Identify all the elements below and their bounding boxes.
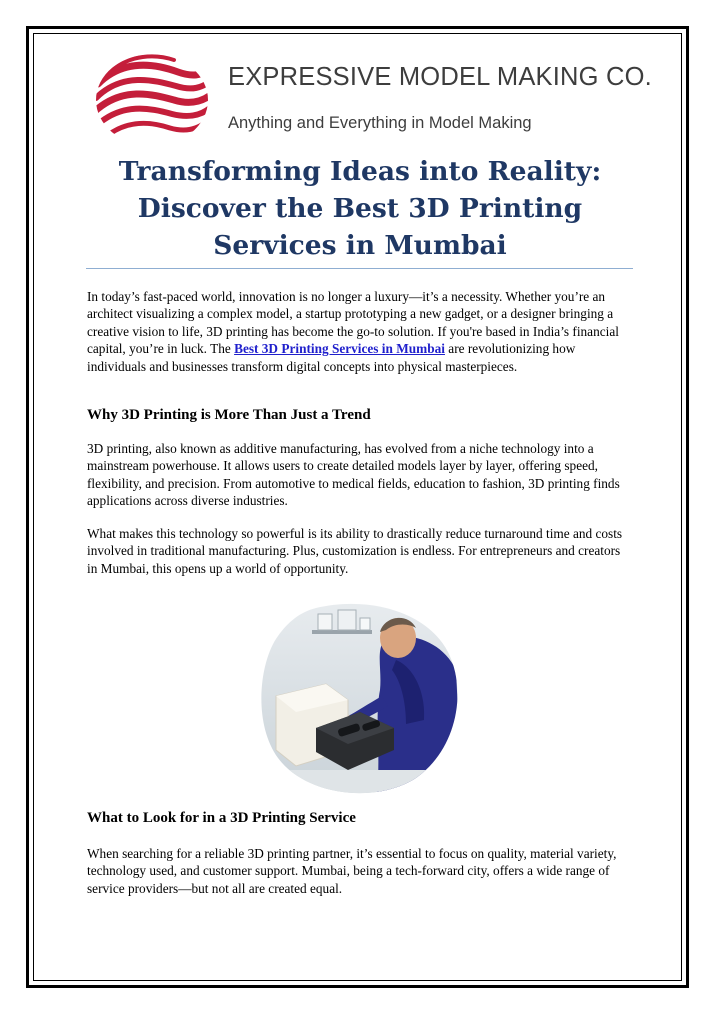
look-for-paragraph-1: When searching for a reliable 3D printing partner, it’s essential to focus on quality, material variety, technology used, and customer support. Mumbai, being a tech-forward city, offers a wide range of service providers—but not all are created equal. <box>87 846 617 896</box>
trend-paragraph-2: What makes this technology so powerful is its ability to drastically reduce turnaround time and costs involved in traditional manufacturing. Plus, customization is endless. For entrepreneurs and creators in Mumbai, this opens up a world of opportunity. <box>87 526 623 576</box>
section-heading-look-for: What to Look for in a 3D Printing Service <box>87 810 356 826</box>
company-name: EXPRESSIVE MODEL MAKING CO. <box>228 63 652 91</box>
intro-paragraph <box>87 288 632 375</box>
company-tagline: Anything and Everything in Model Making <box>228 114 532 132</box>
best-3d-printing-link[interactable]: Best 3D Printing Services in Mumbai <box>234 341 445 357</box>
section-heading-trend: Why 3D Printing is More Than Just a Trend <box>87 407 371 423</box>
article-title: Transforming Ideas into Reality: Discover the Best 3D Printing Services in Mumbai <box>118 156 602 261</box>
intro-text-before-link: In today’s fast-paced world, innovation is no longer a luxury—it’s a necessity. Whether you’re an architect visualizing a complex model, a startup prototyping a new gadget, or a designer bringing a creative vision to life, 3D printing has become the go-to solution. If you're based in India’s financial capital, you’re in luck. The <box>87 289 619 357</box>
intro-text-after-link: are revolutionizing how individuals and businesses transform digital concepts into physical masterpieces. <box>87 341 576 374</box>
title-divider <box>86 268 633 269</box>
red-wave-logo-icon <box>94 50 218 150</box>
trend-paragraph-1: 3D printing, also known as additive manufacturing, has evolved from a niche technology into a mainstream powerhouse. It allows users to create detailed models layer by layer, offering speed, flexibility, and precision. From automotive to medical fields, education to fashion, 3D printing finds applications across diverse industries. <box>87 441 620 509</box>
3d-printing-technician-photo <box>256 600 462 796</box>
